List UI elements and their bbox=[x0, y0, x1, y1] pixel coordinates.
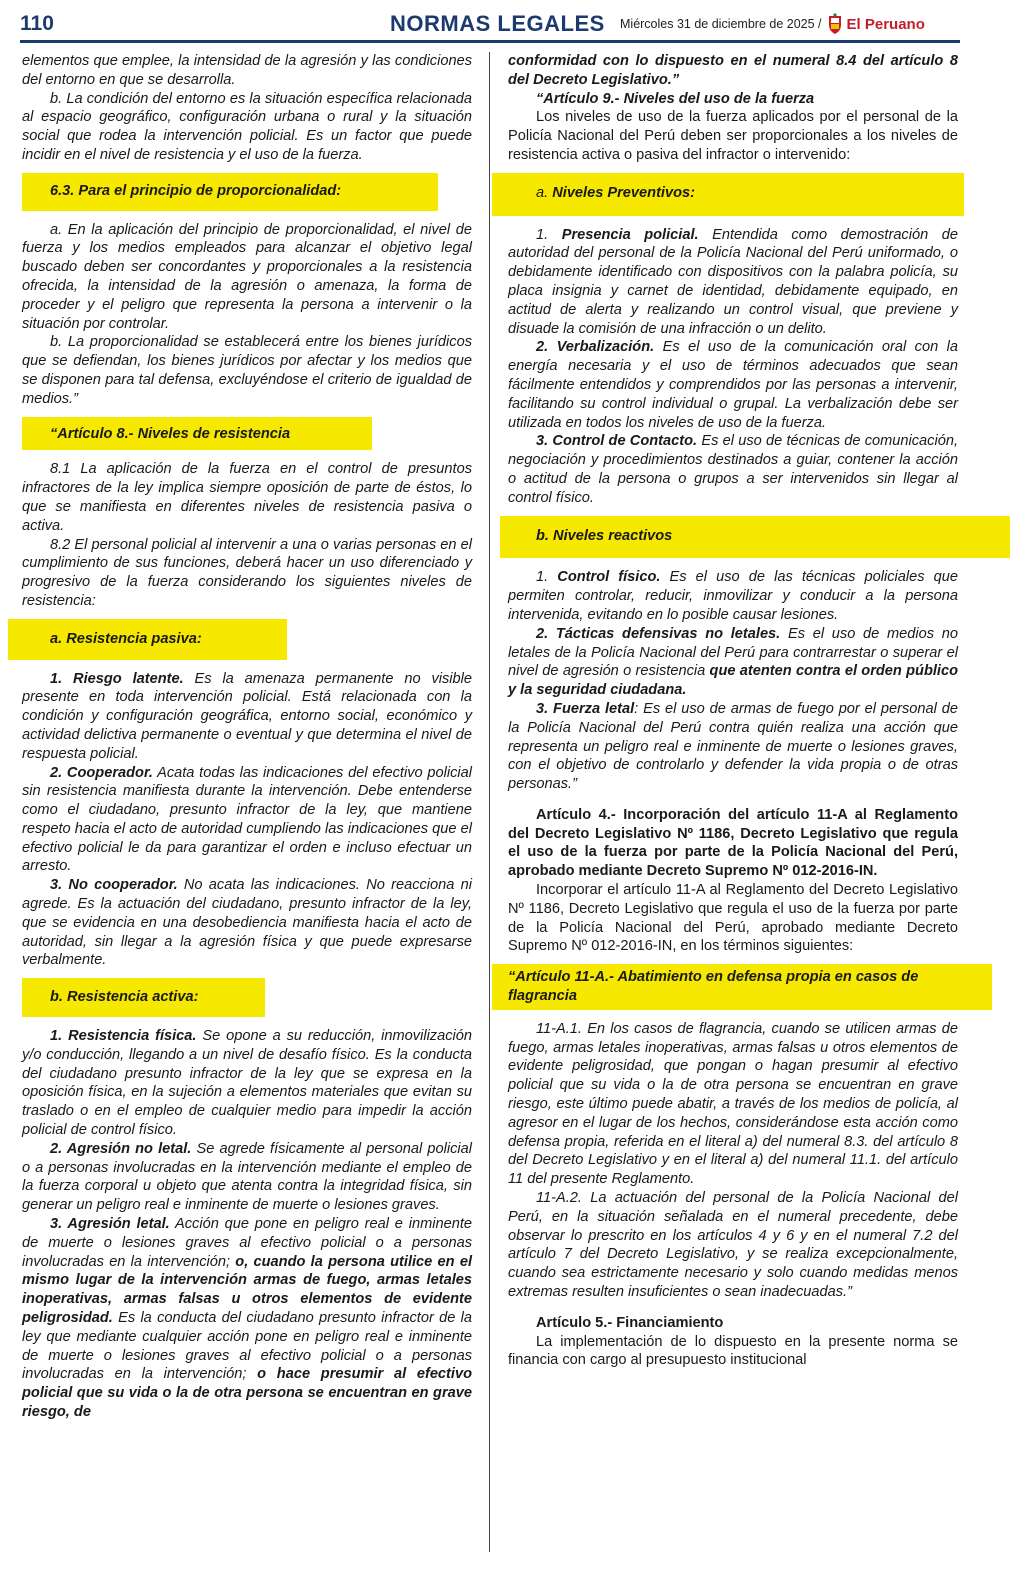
article-4-heading: Artículo 4.- Incorporación del artículo 11-A al Reglamento del Decreto Legislativo Nº 1186, Decreto Legislativo que regula el uso de la fuerza por parte de la Policía Nacional del Perú, aprobado mediante Decreto Supremo Nº 012-2016-IN. bbox=[508, 806, 958, 880]
paragraph: 8.1 La aplicación de la fuerza en el control de presuntos infractores de la ley implica siempre oposición de parte de éstos, lo que se manifiesta en diferentes niveles de resistencia pasiva o activa. bbox=[22, 461, 472, 534]
item-text: No acata las indicaciones. No reacciona ni agrede. Es la actuación del ciudadano, presunto infractor de la ley, que se evidencia en una desobediencia manifiesta hacia el acto de autoridad, sin llegar a la agresión física y que puede expresarse verbalmente. bbox=[22, 877, 472, 969]
item-number: 1. bbox=[536, 226, 562, 243]
paragraph: 11-A.2. La actuación del personal de la Policía Nacional del Perú, en la situación señalada en el numeral precedente, debe observar lo prescrito en los artículos 4 y 6 y en el numeral 7.2 del artículo 7 del Decreto Legislativo, y se realiza excepcionalmente, cuando sea estrictamente necesario y solo cuando medidas menos extremas resulten insuficientes o sean inadecuadas.” bbox=[508, 1190, 958, 1301]
item-text: Se opone a su reducción, inmovilización y/o conducción, llegando a un nivel de desafío físico. Es la conducta del ciudadano presunto infractor de la ley que se expresa en la oposición física, en la sujeción a elementos materiales que evitan su traslado o en el empleo de cualquier medio para impedir la acción policial de control físico. bbox=[22, 1028, 472, 1139]
spacer bbox=[508, 794, 958, 806]
item-title: 2. Agresión no letal. bbox=[50, 1140, 192, 1157]
paragraph: 11-A.1. En los casos de flagrancia, cuando se utilicen armas de fuego, armas letales inoperativas, armas falsas u otros elementos de evidente peligrosidad, que pongan o hagan presumir al efectivo policial que su vida o la de otra persona se encuentran en grave riesgo, este último puede abatir, a través de los medios de policía, al agresor en el lugar de los hechos, considerándose esta acción como defensa propia, referida en el literal a) del numeral 8.3. del artículo 8 del Decreto Legislativo y en el literal a) del numeral 11.1. del artículo 11 del presente Reglamento. bbox=[508, 1020, 958, 1188]
paragraph: a. En la aplicación del principio de proporcionalidad, el nivel de fuerza y los medios empleados para alcanzar el objetivo legal buscado deben ser concordantes y proporcionales a la resistencia ofrecida, la intensidad de la agresión o amenaza, la forma de proceder y el peligro que representa la persona a intervenir o la situación por controlar. bbox=[22, 221, 472, 332]
paragraph bbox=[22, 876, 472, 970]
reactive-levels-heading: b. Niveles reactivos bbox=[500, 516, 1010, 559]
paragraph bbox=[508, 432, 958, 507]
paragraph bbox=[22, 1215, 472, 1422]
paragraph: Los niveles de uso de la fuerza aplicados por el personal de la Policía Nacional del Perú deben ser proporcionales a los niveles de resistencia activa o pasiva del infractor o intervenido: bbox=[508, 109, 958, 163]
section-heading-6-3: 6.3. Para el principio de proporcionalidad: bbox=[22, 173, 438, 211]
article-8-heading: “Artículo 8.- Niveles de resistencia bbox=[22, 417, 372, 451]
item-text: Es el uso de medios no letales de la Policía Nacional del Perú para contrarrestar o superar el nivel de agresión o resistencia bbox=[508, 625, 958, 680]
paragraph: Incorporar el artículo 11-A al Reglamento del Decreto Legislativo Nº 1186, Decreto Legislativo que regula el uso de la fuerza por parte de la Policía Nacional del Perú, aprobado mediante Decreto Supremo Nº 012-2016-IN, en los términos siguientes: bbox=[508, 882, 958, 955]
item-title: 3. Agresión letal. bbox=[50, 1216, 170, 1233]
item-title: 2. Tácticas defensivas no letales. bbox=[536, 625, 781, 642]
paragraph: elementos que emplee, la intensidad de la agresión y las condiciones del entorno en que se desarrolla. bbox=[22, 53, 472, 88]
left-column bbox=[22, 52, 472, 1422]
item-text: Es el uso de la comunicación oral con la energía necesaria y el uso de términos adecuados que sean fácilmente entendidos y comprendidos por las personas a intervenir, facilitando su control individual o grupal. La verbalización debe ser utilizada en todos los niveles de uso de la fuerza. bbox=[508, 339, 958, 431]
paragraph bbox=[22, 1027, 472, 1140]
page-header bbox=[20, 8, 960, 43]
publication-date: Miércoles 31 de diciembre de 2025 / bbox=[620, 17, 822, 31]
spacer bbox=[508, 1302, 958, 1314]
page-number: 110 bbox=[20, 12, 54, 35]
active-resistance-heading: b. Resistencia activa: bbox=[22, 978, 265, 1017]
publication-title: NORMAS LEGALES bbox=[390, 11, 605, 36]
item-text: Es la amenaza permanente no visible presente en toda intervención policial. Está relacionada con la condición y configuración geográfica, entorno social, económico y actividad delictiva permanente o eventual y que determina el nivel de respuesta policial. bbox=[22, 670, 472, 762]
paragraph: b. La proporcionalidad se establecerá entre los bienes jurídicos que se defiendan, los bienes jurídicos por afectar y los medios que se disponen para tal defensa, excluyéndose el criterio de igualdad de medios.” bbox=[22, 334, 472, 407]
item-text-bold: que atenten contra el orden público y la seguridad ciudadana. bbox=[508, 663, 958, 699]
item-text: Es la conducta del ciudadano presunto infractor de la ley que mediante cualquier acción pone en peligro real e inminente de muerte o lesiones graves al efectivo policial o a personas involucradas en la intervención; bbox=[22, 1310, 472, 1383]
item-text-bold: o, cuando la persona utilice en el mismo lugar de la intervención armas de fuego, armas letales inoperativas, armas falsas u otros elementos de evidente peligrosidad. bbox=[22, 1253, 473, 1327]
paragraph: conformidad con lo dispuesto en el numeral 8.4 del artículo 8 del Decreto Legislativo.” bbox=[508, 53, 958, 88]
paragraph: b. La condición del entorno es la situación específica relacionada al espacio geográfico, configuración urbana o rural y la situación social que rodea la intervención policial. Es un factor que puede incidir en el nivel de resistencia y el uso de la fuerza. bbox=[22, 90, 472, 163]
paragraph bbox=[22, 670, 472, 764]
paragraph bbox=[508, 568, 958, 624]
item-title: 3. Control de Contacto. bbox=[536, 433, 698, 450]
paragraph bbox=[508, 338, 958, 432]
article-5-heading: Artículo 5.- Financiamiento bbox=[536, 1314, 724, 1331]
coat-of-arms-icon bbox=[826, 13, 844, 35]
item-title: Control físico. bbox=[557, 569, 661, 586]
item-title: 3. No cooperador. bbox=[50, 877, 178, 894]
heading-text: Niveles Preventivos: bbox=[548, 184, 695, 201]
right-column bbox=[508, 52, 958, 1370]
item-title: Presencia policial. bbox=[561, 226, 699, 243]
item-text-bold: o hace presumir al efectivo policial que su vida o la de otra persona se encuentran en grave riesgo, de bbox=[22, 1366, 472, 1420]
item-text: Es el uso de las técnicas policiales que permiten controlar, reducir, inmovilizar y conducir a la persona intervenida, evitando en lo posible causar lesiones. bbox=[508, 569, 958, 623]
item-title: 1. Resistencia física. bbox=[50, 1028, 197, 1045]
column-divider bbox=[489, 52, 490, 1552]
item-title: 2. Verbalización. bbox=[536, 339, 655, 356]
item-title: 1. Riesgo latente. bbox=[50, 670, 184, 687]
paragraph: La implementación de lo dispuesto en la presente norma se financia con cargo al presupuesto institucional bbox=[508, 1333, 958, 1369]
paragraph bbox=[508, 226, 958, 339]
item-number: 1. bbox=[536, 569, 558, 586]
item-text: Es el uso de técnicas de comunicación, negociación y procedimientos destinados a guiar, contener la acción o actitud de la persona o grupos a ser intervenidos sin llegar al control físico. bbox=[508, 433, 958, 506]
article-11a-heading: “Artículo 11-A.- Abatimiento en defensa propia en casos de flagrancia bbox=[492, 964, 992, 1010]
brand-name: El Peruano bbox=[846, 15, 925, 33]
paragraph bbox=[508, 700, 958, 794]
passive-resistance-heading: a. Resistencia pasiva: bbox=[8, 619, 287, 660]
paragraph: 8.2 El personal policial al intervenir a una o varias personas en el cumplimiento de sus funciones, deberá hacer un uso diferenciado y progresivo de la fuerza considerando los siguientes niveles de resistencia: bbox=[22, 536, 472, 609]
item-text: Entendida como demostración de autoridad del personal de la Policía Nacional del Perú uniformado, o debidamente identificado con dispositivos con la palabra policía, su placa insignia y carnet de identidad, debidamente equipado, en actitud de alerta y realizando un control visual, que previene y disuade la comisión de una infracción o un delito. bbox=[508, 226, 958, 337]
preventive-levels-heading bbox=[492, 173, 964, 216]
paragraph bbox=[508, 625, 958, 700]
item-text: Acata todas las indicaciones del efectivo policial sin resistencia manifiesta durante la intervención. Debe entenderse como el ciudadano, presunto infractor de la ley, que mantiene respeto hacia el acto de autoridad cumpliendo las indicaciones que el efectivo policial le da para garantizar el orden e incluso efectuar un arresto. bbox=[22, 764, 472, 875]
item-title: 2. Cooperador. bbox=[50, 764, 153, 781]
item-text: Se agrede físicamente al personal policial o a personas involucradas en la intervención mediante el empleo de la fuerza corporal u objeto que atenta contra la integridad física, sin generar un peligro real e inminente de muerte o lesiones graves. bbox=[22, 1140, 472, 1214]
heading-letter: a. bbox=[536, 184, 549, 201]
item-text: Acción que pone en peligro real e inminente de muerte o lesiones graves al efectivo policial o a personas involucradas en la intervención; bbox=[22, 1216, 472, 1270]
article-9-heading: “Artículo 9.- Niveles del uso de la fuerza bbox=[536, 90, 815, 107]
paragraph bbox=[22, 1140, 472, 1215]
item-title: 3. Fuerza letal bbox=[536, 700, 635, 717]
paragraph bbox=[22, 764, 472, 877]
item-text: : Es el uso de armas de fuego por el personal de la Policía Nacional del Perú contra quién realiza una acción que representa un peligro real e inminente de muerte o lesiones graves, con el objetivo de controlarlo y defender la vida propia o de otras personas.” bbox=[508, 700, 958, 793]
